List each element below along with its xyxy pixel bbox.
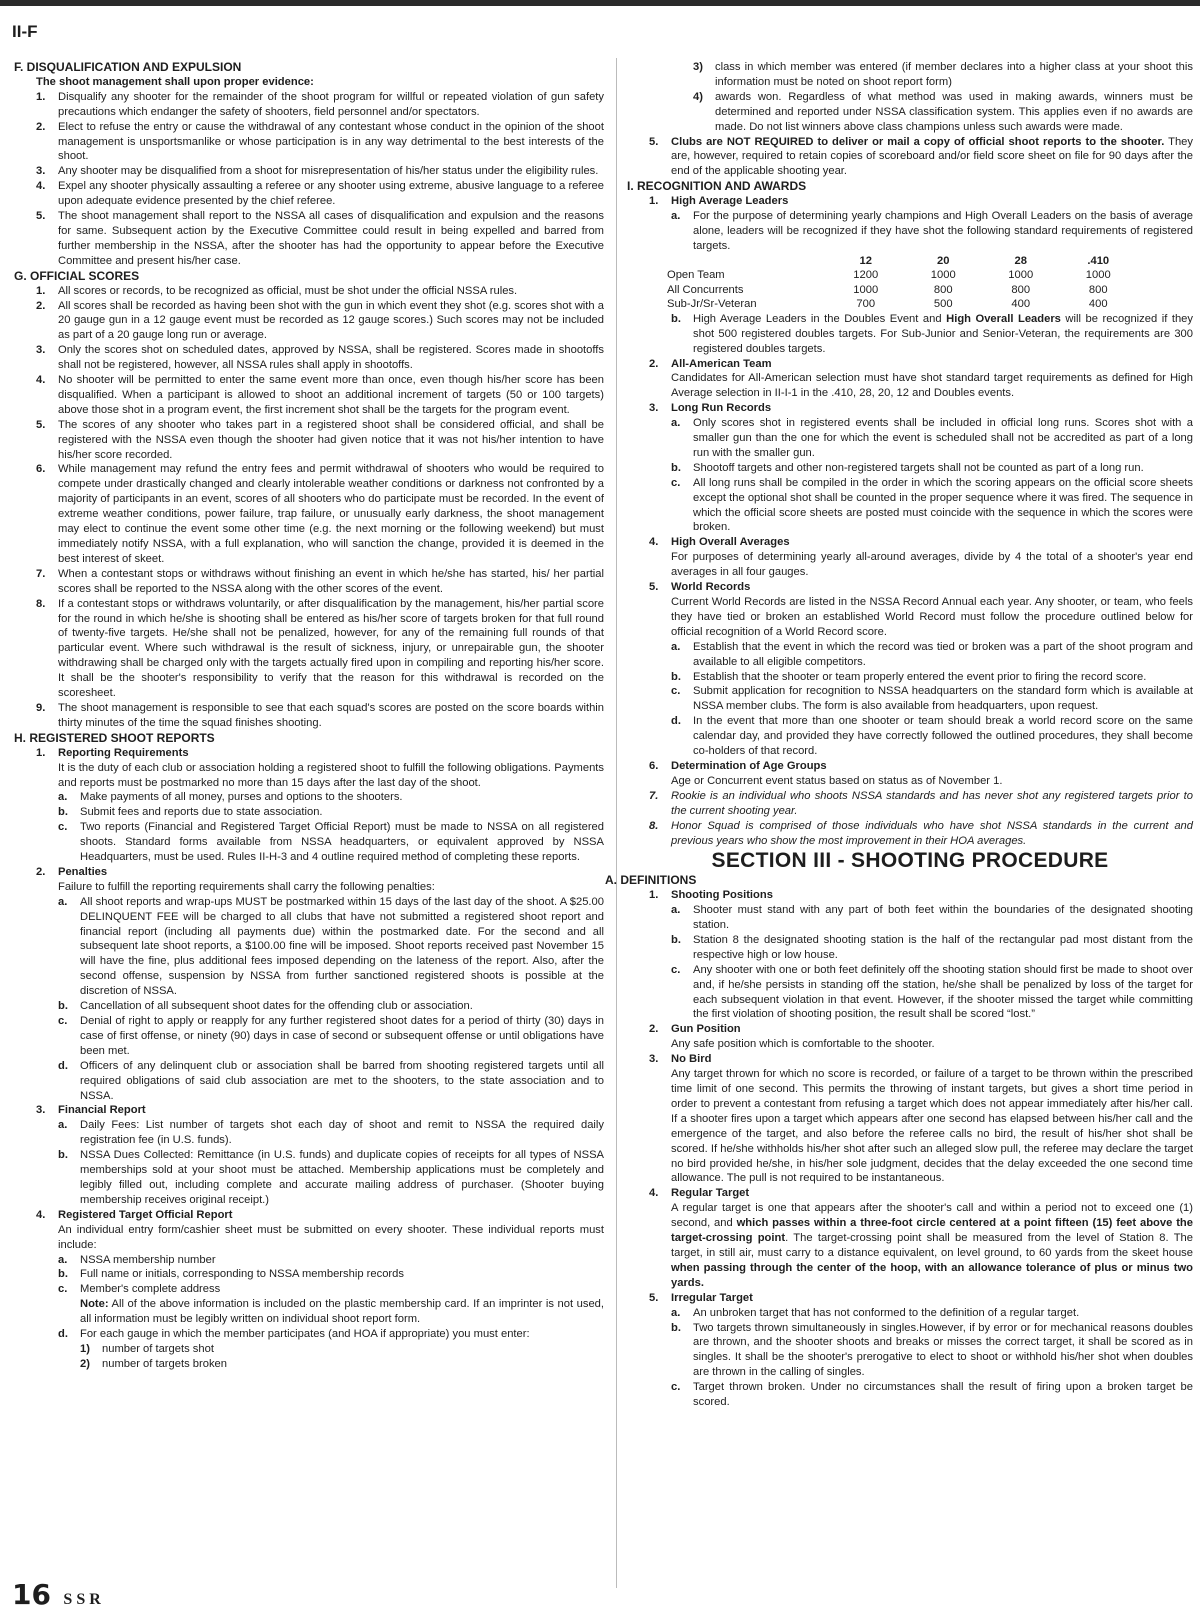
page-footer	[12, 1578, 105, 1611]
item-text: Establish that the event in which the record was tied or broken was a part of the shoot program and available to all eligible competitors.	[693, 640, 1193, 668]
table-row	[667, 283, 1137, 298]
list-item	[14, 1253, 604, 1268]
item-number: 2.	[36, 299, 46, 312]
item-text: All shoot reports and wrap-ups MUST be postmarked within 15 days of the last day of the shoot. A $25.00 DELINQUENT FEE will be charged to all clubs that have not submitted a registered shoot report and financial report (including all payments due) within the postmarked date. For the second and all subsequent late shoot reports, a $100.00 fine will be imposed. Shoot reports received past November 15 will have the fine, plus additional fees imposed depending on the lateness of the report. Also, after the second offense, suspension by NSSA from further sanctioned registered shoots is possible at the discretion of NSSA.	[80, 895, 604, 998]
section-h	[14, 731, 604, 1372]
list-f	[14, 90, 604, 269]
item-text: An unbroken target that has not conformed to the definition of a regular target.	[693, 1306, 1080, 1319]
table-cell: 1000	[1008, 269, 1034, 282]
i4-number: 4.	[649, 536, 659, 549]
item-number: b.	[58, 1000, 68, 1013]
a4-bold-1: which passes within a three-foot circle centered at a point fifteen (15) feet above the target-crossing point	[671, 1217, 1193, 1245]
i4-title-row	[627, 535, 1193, 550]
item-number: 4)	[693, 90, 703, 103]
average-requirements-table	[667, 254, 1137, 312]
list-g	[14, 284, 604, 731]
item-text: Submit fees and reports due to state association.	[80, 806, 323, 819]
i5-body: Current World Records are listed in the NSSA Record Annual each year. Any shooter, or team, who feels they have tied or broken an established World Record must follow the procedure outlined below for official recognition of a World Record score.	[671, 596, 1193, 638]
item-number: a.	[671, 640, 681, 653]
item-text: Expel any shooter physically assaulting a referee or any shooter using extreme, abusive language to a referee upon adequate evidence presented by the chief referee.	[58, 180, 604, 208]
table-cell: 1000	[853, 283, 879, 296]
heading-f: F. DISQUALIFICATION AND EXPULSION	[14, 60, 242, 74]
table-cell: Sub-Jr/Sr-Veteran	[667, 298, 757, 311]
item-number: d.	[671, 715, 681, 728]
a3-number: 3.	[649, 1053, 659, 1066]
item-text: Elect to refuse the entry or cause the withdrawal of any contestant whose conduct in the opinion of the shoot management is unsportsmanlike or whose participation is in any way detrimental to the best interests of the shoot.	[58, 120, 604, 163]
i8-number: 8.	[649, 819, 659, 832]
list-item	[627, 933, 1193, 963]
item-text: Cancellation of all subsequent shoot dates for the offending club or association.	[80, 1000, 473, 1013]
a4-title: Regular Target	[671, 1187, 750, 1200]
list-i5	[627, 640, 1193, 759]
h4-d-text: For each gauge in which the member participates (and HOA if appropriate) you must enter:	[80, 1328, 530, 1341]
item-number: b.	[671, 461, 681, 474]
item-text: number of targets broken	[102, 1357, 227, 1370]
lead-f: The shoot management shall upon proper evidence:	[36, 75, 314, 88]
table-cell: 1000	[1085, 269, 1111, 282]
table-cell: 700	[856, 298, 876, 311]
h5-bold: Clubs are NOT REQUIRED to deliver or mail a copy of official shoot reports to the shooter.	[671, 135, 1165, 148]
list-item	[627, 670, 1193, 685]
item-number: 6.	[36, 463, 46, 476]
list-item	[627, 714, 1193, 759]
item-text: The shoot management shall report to the NSSA all cases of disqualification and expulsion and the reasons for same. Subsequent action by the Executive Committee could result in being expelled and barred from further membership in the NSSA, after the shooter has had the opportunity to appear before the Executive Committee and present his/her case.	[58, 210, 604, 267]
h5-number: 5.	[649, 135, 659, 148]
table-cell: 800	[933, 283, 953, 296]
item-text: Any shooter with one or both feet definitely off the shooting station should first be made to shoot over and, if he/she persists in standing off the station, he/she shall be penalized by loss of the target for each subsequent violation in that event. However, if the shooter missed the target while committing the first violation of shooting position, the result shall be scored “lost.”	[693, 963, 1193, 1021]
item-number: 9.	[36, 701, 46, 714]
list-item	[627, 684, 1193, 714]
table-header-row	[667, 254, 1137, 269]
item-text: In the event that more than one shooter or team should break a world record score on the same calendar day, and provided they have correctly followed the outlined procedures, they shall become co-holders of that record.	[693, 715, 1193, 758]
a1-number: 1.	[649, 889, 659, 902]
heading-h: H. REGISTERED SHOOT REPORTS	[14, 730, 215, 745]
list-item	[14, 790, 604, 805]
list-item	[14, 1267, 604, 1282]
i6-title-row	[627, 759, 1193, 774]
item-number: 4.	[36, 374, 46, 387]
item-text: Member's complete address	[80, 1283, 221, 1296]
item-text: Shootoff targets and other non-registered targets shall not be counted as part of a long run.	[693, 461, 1144, 474]
h1-title: Reporting Requirements	[58, 746, 189, 759]
a4-text-1: A regular target is one that appears after the shooter's call and within a period not to exceed one (1) second, and	[671, 1202, 1193, 1230]
item-number: b.	[671, 1321, 681, 1334]
item-text: The shoot management is responsible to see that each squad's scores are posted on the score boards within thirty minutes of the time the squad finishes shooting.	[58, 701, 604, 729]
list-h1	[14, 790, 604, 865]
item-text: All long runs shall be compiled in the order in which the scoring appears on the official score sheets except the optional shot shall be counted in the proper sequence where it was fired. The sequence in which the official score sheets are posted must coincide with the sequence in which the scores were broken.	[693, 476, 1193, 534]
list-h4-d	[14, 1342, 604, 1372]
list-item	[14, 462, 604, 566]
section-tag: II-F	[12, 22, 38, 41]
list-item	[14, 1118, 604, 1148]
a3-body: Any target thrown for which no score is recorded, or failure of a target to be thrown within the prescribed time limit of one second. This permits the throwing of instant targets, but gives a short time period in order to prevent a contestant from refusing a target which does not appear immediately after his/her call. If a shooter fires upon a target which appears after one second has elapsed between his/her call and the emergence of the target, and also before the referee calls no bird, the result of his/her shot shall be scored. If he/she withholds his/her shot after such an alleged slow pull, the referee may declare the target no bird provided he/she, in his/her sole judgment, decides that the delay exceeded the one second time allowance. The pull is not required to be instantaneous.	[671, 1068, 1193, 1185]
list-item	[627, 60, 1193, 90]
i1a-number: a.	[671, 210, 681, 223]
item-text: Full name or initials, corresponding to NSSA membership records	[80, 1268, 404, 1281]
h5-text	[671, 135, 1193, 180]
item-text: When a contestant stops or withdraws without finishing an event in which he/she has started, his/ her partial scores shall be reported to the NSSA along with the other scores of the event.	[58, 567, 604, 595]
i2-title-row	[627, 357, 1193, 372]
list-item	[627, 461, 1193, 476]
list-item	[14, 597, 604, 701]
heading-i: I. RECOGNITION AND AWARDS	[627, 179, 807, 194]
a5-title: Irregular Target	[671, 1291, 753, 1304]
section-f	[14, 60, 604, 269]
section-g	[14, 269, 604, 731]
list-h4-d-cont	[627, 60, 1193, 135]
item-text: NSSA membership number	[80, 1253, 216, 1266]
h4-d-row	[14, 1327, 604, 1342]
a1-title: Shooting Positions	[671, 889, 773, 902]
table-cell: 500	[933, 298, 953, 311]
h4-body: An individual entry form/cashier sheet must be submitted on every shooter. These individual reports must include:	[58, 1223, 604, 1251]
item-number: 3.	[36, 165, 46, 178]
list-item	[14, 90, 604, 120]
item-text: Officers of any delinquent club or association shall be barred from shooting registered targets until all required obligations of said club association are met to the shooters, to the state association and to NSSA.	[80, 1059, 604, 1102]
a3-title: No Bird	[671, 1053, 712, 1066]
item-number: 7.	[36, 567, 46, 580]
table-header-cell: .410	[1087, 254, 1110, 267]
a4-text-2: . The target-crossing point shall be measured from the level of Station 8. The target, in still air, must carry to a distance equivalent, on level ground, to 60 yards from the skeet house	[671, 1232, 1194, 1259]
i1b-text	[693, 312, 1193, 357]
item-text: number of targets shot	[102, 1342, 214, 1355]
list-item	[14, 999, 604, 1014]
table-cell: 1000	[930, 269, 956, 282]
h4-title: Registered Target Official Report	[58, 1208, 233, 1221]
publication-name: SSR	[63, 1591, 105, 1608]
left-column	[14, 60, 604, 1372]
item-number: 3)	[693, 61, 703, 73]
i2-title: All-American Team	[671, 357, 772, 370]
h4-title-row	[14, 1208, 604, 1223]
list-item	[627, 476, 1193, 536]
item-number: c.	[58, 1015, 68, 1027]
list-item	[14, 284, 604, 299]
h2-number: 2.	[36, 865, 46, 878]
i1b-post: will be recognized if they shot 500 registered doubles targets. For Sub-Junior and Senior-Veteran, the requirements are 300 registered doubles targets.	[693, 312, 1193, 355]
a2-body: Any safe position which is comfortable to the shooter.	[671, 1038, 935, 1051]
right-column	[605, 60, 1194, 1410]
list-item	[14, 373, 604, 418]
item-number: 2)	[80, 1357, 90, 1370]
i1a-row	[627, 209, 1193, 254]
list-item	[14, 805, 604, 820]
i7-number: 7.	[649, 789, 659, 802]
i3-number: 3.	[649, 402, 659, 415]
list-item	[14, 701, 604, 731]
item-number: 1.	[36, 284, 46, 297]
list-item	[627, 1321, 1193, 1381]
i5-title: World Records	[671, 581, 751, 594]
table-cell: 1200	[853, 269, 879, 282]
list-item	[14, 567, 604, 597]
h1-body: It is the duty of each club or association holding a registered shoot to fulfill the following obligations. Payments and reports must be postmarked no more than 15 days after the last day of the shoot.	[58, 761, 604, 789]
item-text: Establish that the shooter or team properly entered the event prior to firing the record score.	[693, 670, 1147, 683]
item-number: b.	[671, 933, 681, 946]
section-i	[627, 179, 1193, 848]
list-item	[627, 640, 1193, 670]
item-text: If a contestant stops or withdraws voluntarily, or after disqualification by the management, his/her partial score for the round in which he/she is shooting shall be entered as his/her score of targets broken for that full round of twenty-five targets. He/she shall not be penalized, however, for any of the remaining full rounds of that particular event. Where such withdrawal is the result of sickness, injury, or unrepairable gun, the shooter withdrawing shall be charged only with the targets actually fired upon in compiling and reporting his/her score. It shall be the shooter's responsibility to verify that the reason for this withdrawal is recorded on the scoresheet.	[58, 597, 604, 700]
i6-body: Age or Concurrent event status based on status as of November 1.	[671, 774, 1003, 787]
item-text: Only scores shot in registered events shall be included in official long runs. Scores shot with a smaller gun than the one for which the event is scheduled shall not be accredited as part of a long run with the smaller gun.	[693, 417, 1193, 459]
section-a	[605, 873, 1194, 1410]
item-text: The scores of any shooter who takes part in a registered shoot shall be considered official, and shall be registered with the NSSA even though the shooter had given notice that it was not his/her intention to have his/her score recorded.	[58, 418, 604, 461]
a4-number: 4.	[649, 1187, 659, 1200]
list-item	[14, 1282, 604, 1297]
h2-title-row	[14, 865, 604, 880]
list-item	[627, 963, 1193, 1023]
i2-body: Candidates for All-American selection must have shot standard target requirements as defined for High Average selection in II-I-1 in the .410, 28, 20, 12 and Doubles events.	[671, 372, 1193, 400]
a3-title-row	[627, 1052, 1193, 1067]
h3-number: 3.	[36, 1104, 46, 1117]
a2-title-row	[627, 1022, 1193, 1037]
list-h4	[14, 1253, 604, 1298]
list-item	[14, 1148, 604, 1208]
item-number: 2.	[36, 120, 46, 133]
heading-g: G. OFFICIAL SCORES	[14, 268, 140, 283]
list-h3	[14, 1118, 604, 1207]
item-text: Station 8 the designated shooting station is the half of the rectangular pad most distant from the respective high or low house.	[693, 933, 1193, 961]
heading-a: A. DEFINITIONS	[605, 873, 697, 888]
i4-body: For purposes of determining yearly all-around averages, divide by 4 the total of a shooter's year end averages in all four gauges.	[671, 551, 1193, 579]
item-text: Make payments of all money, purses and options to the shooters.	[80, 791, 403, 804]
list-a1	[627, 903, 1193, 1022]
list-item	[627, 416, 1193, 461]
table-header-cell: 28	[1014, 254, 1027, 267]
list-item	[627, 1306, 1193, 1321]
page-number: 16	[12, 1578, 51, 1611]
h4-note-label: Note:	[80, 1298, 109, 1311]
i1-title: High Average Leaders	[671, 195, 789, 208]
item-number: a.	[58, 791, 68, 804]
list-item	[14, 120, 604, 165]
item-number: a.	[671, 1306, 681, 1319]
item-number: b.	[671, 670, 681, 683]
h4-note-text: All of the above information is included on the plastic membership card. If an imprinter is not used, all information must be legibly written on individual shoot report form.	[80, 1298, 604, 1326]
i1b-pre: High Average Leaders in the Doubles Event and	[693, 312, 947, 325]
top-rule	[0, 0, 1200, 6]
list-item	[627, 90, 1193, 135]
h3-title-row	[14, 1103, 604, 1118]
item-number: a.	[671, 904, 681, 917]
i3-title: Long Run Records	[671, 402, 772, 415]
item-number: c.	[671, 685, 681, 698]
item-text: Submit application for recognition to NSSA headquarters on the standard form which is available at NSSA member clubs. The form is also available from headquarters, upon request.	[693, 685, 1193, 713]
item-number: a.	[671, 417, 681, 430]
h5-rest: They are, however, required to retain copies of scoreboard and/or field score sheet on file for 90 days after the end of the applicable shooting year.	[671, 135, 1193, 178]
column-divider	[616, 58, 617, 1588]
i8-row	[627, 819, 1193, 849]
item-text: All scores or records, to be recognized as official, must be shot under the official NSSA rules.	[58, 284, 518, 297]
h1-title-row	[14, 746, 604, 761]
list-item	[14, 164, 604, 179]
item-text: Only the scores shot on scheduled dates, approved by NSSA, shall be registered. Scores made in shootoffs shall not be registered, however, all NSSA rules shall apply in shootoffs.	[58, 344, 604, 372]
item-number: c.	[671, 1381, 681, 1394]
list-item	[14, 1014, 604, 1059]
h4-number: 4.	[36, 1208, 46, 1221]
h2-body: Failure to fulfill the reporting requirements shall carry the following penalties:	[58, 880, 435, 893]
i1a-text: For the purpose of determining yearly champions and High Overall Leaders on the basis of average alone, leaders will be recognized if they have shot the following standard requirements of registered targets.	[693, 210, 1193, 252]
list-item	[14, 895, 604, 999]
i8-text: Honor Squad is comprised of those individuals who have shot NSSA standards in the current and previous years who show the most improvement in their HOA averages.	[671, 819, 1193, 847]
i1-title-row	[627, 194, 1193, 209]
item-text: Two reports (Financial and Registered Target Official Report) must be made to NSSA on all registered shoots. Standard forms available from NSSA headquarters, or equivalent approved by NSSA Headquarters, must be used. Rules II-H-3 and 4 outline required method of completing these reports.	[80, 821, 604, 864]
item-number: c.	[58, 1283, 68, 1296]
i7-text: Rookie is an individual who shoots NSSA standards and has never shot any registered targets prior to the current shooting year.	[671, 789, 1193, 817]
item-number: 3.	[36, 344, 46, 357]
table-cell: 400	[1088, 298, 1108, 311]
list-item	[627, 1380, 1193, 1410]
item-number: 8.	[36, 597, 46, 610]
item-number: b.	[58, 806, 68, 819]
item-number: 1)	[80, 1342, 90, 1355]
item-number: b.	[58, 1268, 68, 1281]
i6-title: Determination of Age Groups	[671, 759, 827, 772]
i3-title-row	[627, 401, 1193, 416]
a4-body	[671, 1201, 1193, 1290]
item-text: Shooter must stand with any part of both feet within the boundaries of the designated shooting station.	[693, 904, 1193, 932]
item-number: c.	[58, 821, 68, 834]
item-text: While management may refund the entry fees and permit withdrawal of shooters who would be required to compete under drastically changed and clearly intolerable weather conditions or darkness not confronted by a majority of participants in an event, scores of all shooters who do participate must be recorded. In the event of extreme weather conditions, power failure, trap failure, or unusually early darkness, the shoot management may elect to continue the event some other time (e.g. the next morning or the following weekend) but must immediately notify NSSA, with a full explanation, who will sanction the change, provided it is deemed in the best interest of skeet.	[58, 463, 604, 565]
item-number: a.	[58, 1119, 68, 1132]
item-number: 1.	[36, 90, 46, 103]
item-number: d.	[58, 1059, 68, 1072]
a4-bold-2: when passing through the center of the hoop, with an allowance tolerance of plus or minus two yards.	[671, 1261, 1193, 1289]
list-item	[14, 343, 604, 373]
list-item	[14, 820, 604, 865]
item-number: 5.	[36, 210, 46, 223]
item-text: NSSA Dues Collected: Remittance (in U.S. funds) and duplicate copies of receipts for all types of NSSA memberships sold at your shoot must be attached. Membership applications must be completely and legibly filled out, including complete and accurate mailing address of purchaser. (Shooter buying membership receives original receipt.)	[80, 1149, 604, 1206]
list-item	[14, 418, 604, 463]
i1b-row	[627, 312, 1193, 357]
list-a5	[627, 1306, 1193, 1410]
item-text: Target thrown broken. Under no circumstances shall the result of firing upon a broken target be scored.	[693, 1381, 1193, 1409]
table-cell: 400	[1011, 298, 1031, 311]
table-row	[667, 297, 1137, 312]
table-cell: Open Team	[667, 269, 725, 282]
item-text: Daily Fees: List number of targets shot each day of shoot and remit to NSSA the required daily registration fee (in U.S. funds).	[80, 1119, 604, 1147]
item-text: All scores shall be recorded as having been shot with the gun in which event they shot (e.g. scores shot with a 20 gauge gun in a 12 gauge event must be recorded as 12 gauge scores.) Such scores may not be included as part of a 20 gauge long run or average.	[58, 299, 604, 342]
item-number: c.	[671, 963, 681, 976]
h4-note	[80, 1297, 604, 1327]
item-number: a.	[58, 1253, 68, 1266]
item-text: Denial of right to apply or reapply for any further registered shoot dates for a period of thirty (30) days in case of first offense, or ninety (90) days in case of second or subsequent offense or until obligations have been met.	[80, 1015, 604, 1057]
list-item	[14, 1357, 604, 1372]
i7-row	[627, 789, 1193, 819]
h1-number: 1.	[36, 746, 46, 759]
table-cell: 800	[1088, 283, 1108, 296]
list-h2	[14, 895, 604, 1104]
i5-title-row	[627, 580, 1193, 595]
item-text: No shooter will be permitted to enter the same event more than once, even though his/her score has been disqualified. When a participant is allowed to shoot an additional increment of targets (50 or 100 targets) above those shot in a program event, the first increment shot shall be the targets for the program event.	[58, 374, 604, 416]
h2-title: Penalties	[58, 865, 108, 878]
h5-row	[627, 135, 1193, 180]
item-text: class in which member was entered (if member declares into a higher class at your shoot this information must be noted on shoot report form)	[715, 61, 1193, 88]
a2-number: 2.	[649, 1023, 659, 1036]
a2-title: Gun Position	[671, 1023, 741, 1036]
a5-title-row	[627, 1291, 1193, 1306]
list-i3	[627, 416, 1193, 535]
item-number: c.	[671, 476, 681, 489]
list-item	[627, 903, 1193, 933]
item-text: Disqualify any shooter for the remainder of the shoot program for willful or repeated violation of gun safety precautions which endanger the safety of shooters, field personnel and/or spectators.	[58, 90, 604, 118]
h4-d-number: d.	[58, 1328, 68, 1341]
item-number: 5.	[36, 418, 46, 431]
item-number: b.	[58, 1149, 68, 1162]
table-header-cell: 12	[859, 254, 872, 267]
list-item	[14, 1059, 604, 1104]
item-number: 4.	[36, 180, 46, 193]
list-item	[14, 299, 604, 344]
table-header-cell	[667, 254, 827, 269]
section-title: SECTION III - SHOOTING PROCEDURE	[711, 849, 1109, 873]
i4-title: High Overall Averages	[671, 536, 790, 549]
table-header-cell: 20	[937, 254, 950, 267]
i5-number: 5.	[649, 581, 659, 594]
a4-title-row	[627, 1186, 1193, 1201]
a5-number: 5.	[649, 1291, 659, 1304]
list-item	[14, 179, 604, 209]
i1b-bold: High Overall Leaders	[946, 312, 1061, 325]
a1-title-row	[627, 888, 1193, 903]
i6-number: 6.	[649, 759, 659, 772]
item-text: Two targets thrown simultaneously in singles.However, if by error or for mechanical reasons doubles are thrown, and the shooter shoots and breaks or misses the correct target, it shall be scored as in singles. It shall be the shooter's prerogative to elect to shoot or withhold his/her shot when doubles are thrown in the calling of singles.	[693, 1321, 1193, 1379]
list-item	[14, 209, 604, 269]
i1-number: 1.	[649, 195, 659, 208]
table-row	[667, 268, 1137, 283]
item-text: Any shooter may be disqualified from a shoot for misrepresentation of his/her status under the eligibility rules.	[58, 165, 599, 178]
i2-number: 2.	[649, 357, 659, 370]
item-number: a.	[58, 895, 68, 908]
list-item	[14, 1342, 604, 1357]
i1b-number: b.	[671, 312, 681, 325]
item-text: awards won. Regardless of what method was used in making awards, winners must be determined and reported under NSSA classification system. This applies even if no awards are made. Do not list winners above class champions unless such awards were made.	[715, 90, 1193, 133]
h3-title: Financial Report	[58, 1104, 146, 1117]
table-cell: All Concurrents	[667, 283, 744, 296]
table-cell: 800	[1011, 283, 1031, 296]
